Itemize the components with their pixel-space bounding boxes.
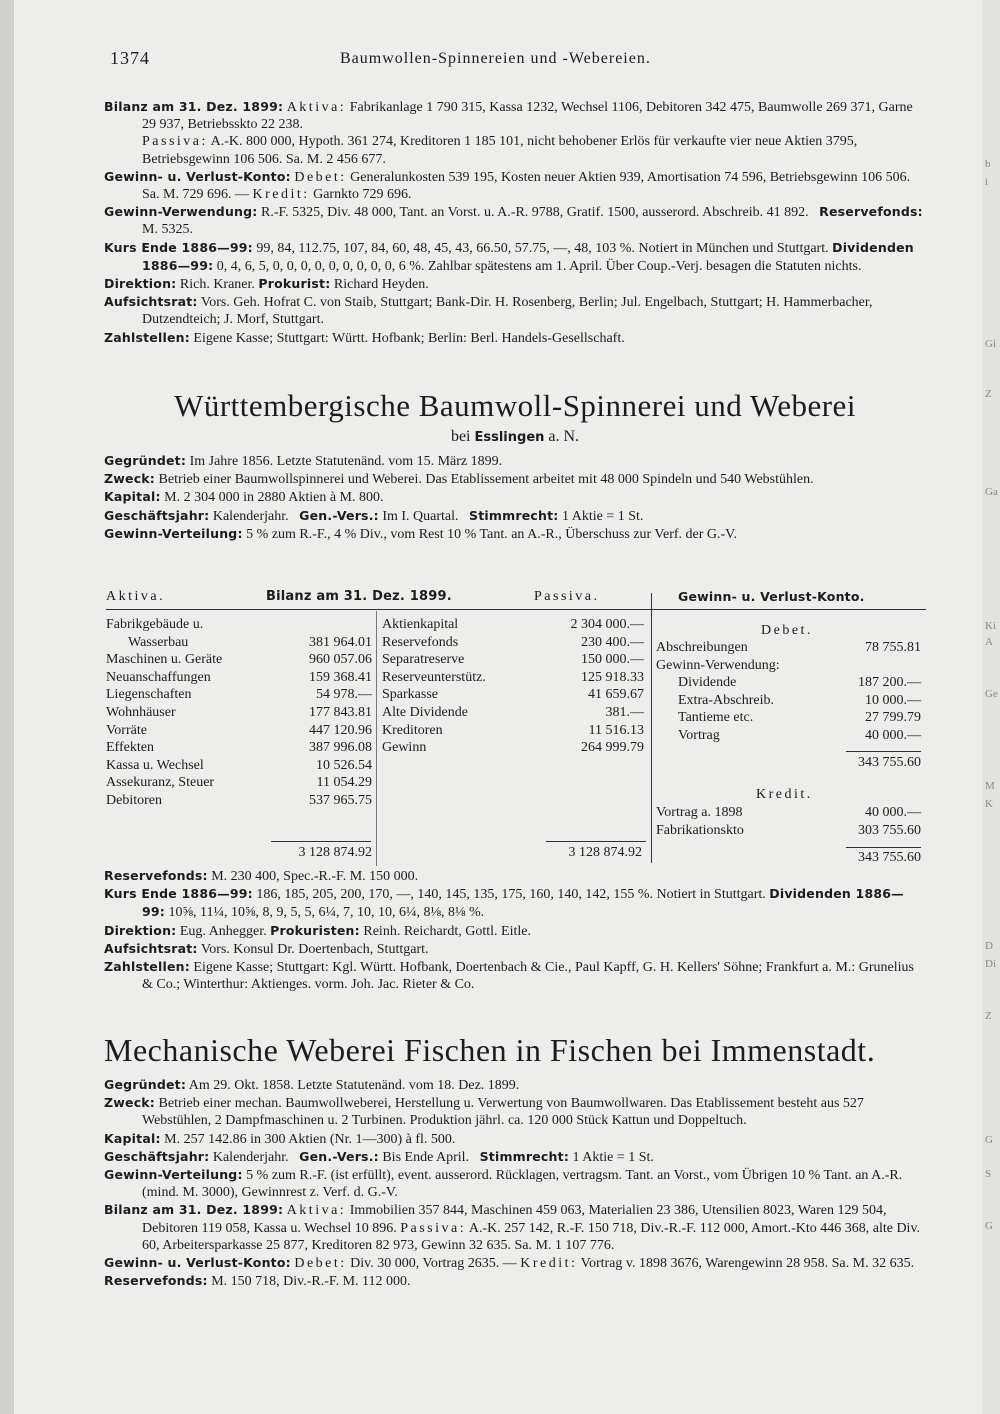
kapital-paragraph (104, 1130, 926, 1148)
kredit-text: Garnkto 729 696. (313, 187, 412, 203)
aktiva-passiva-divider (376, 611, 377, 866)
debet-row-value: 78 755.81 (865, 640, 921, 655)
aktiva-row-value: 960 057.06 (309, 652, 372, 668)
zahlstellen-label: Zahlstellen: (104, 329, 190, 345)
aufsichtsrat-text: Vors. Konsul Dr. Doertenbach, Stuttgart. (200, 941, 429, 957)
geschaeftsjahr-label: Geschäftsjahr: (104, 507, 210, 523)
zweck-text: Betrieb einer mechan. Baumwollweberei, Herstellung u. Verwertung von Baumwollwaren. Das Etablissement besteht aus 527 Webstühlen, 2 Dampfmaschinen u. 2 Turbinen. Produktion jährl. ca. 120 000 Stück Kattun und Doppeltuch. (142, 1096, 864, 1129)
subtitle-place: Esslingen (474, 430, 545, 445)
balance-title: Bilanz am 31. Dez. 1899. (266, 589, 452, 604)
aufsichtsrat-text: Vors. Geh. Hofrat C. von Staib, Stuttgart; Bank-Dir. H. Rosenberg, Berlin; Jul. Engelbach, Stuttgart; H. Hammerbacher, Dutzendteich; J. Morf, Stuttgart. (142, 295, 873, 328)
dividenden-label: Dividenden 1886—99: (142, 886, 904, 920)
direktion-label: Direktion: (104, 276, 177, 292)
aktiva-row-label: Kassa u. Wechsel (106, 757, 204, 773)
prokurist-text: Richard Heyden. (333, 277, 429, 293)
passiva-row-label: Alte Dividende (382, 705, 468, 720)
bleed-fragment: Di (985, 958, 996, 970)
kurs-label: Kurs Ende 1886—99: (104, 886, 253, 902)
direktion-label: Direktion: (104, 922, 177, 938)
passiva-row-label: Reservefonds (382, 634, 459, 650)
passiva-label: Passiva: (400, 1220, 467, 1236)
kredit-header: Kredit. (756, 787, 813, 802)
kredit-row-label: Vortrag a. 1898 (656, 805, 743, 820)
bleed-fragment: Ge (985, 688, 998, 700)
zweck-paragraph (104, 470, 926, 488)
bleed-fragment: Ki (985, 620, 996, 632)
zweck-text: Betrieb einer Baumwollspinnerei und Weberei. Das Etablissement arbeitet mit 48 000 Spindeln und 540 Webstühlen. (158, 472, 814, 488)
verteilung-text: 5 % zum R.-F., 4 % Div., vom Rest 10 % Tant. an A.-R., Überschuss zur Verf. der G.-V. (246, 526, 737, 542)
aktiva-row-label: Wohnhäuser (106, 705, 176, 720)
passiva-row-value: 264 999.79 (581, 740, 644, 756)
kapital-text: M. 2 304 000 in 2880 Aktien à M. 800. (164, 490, 384, 506)
bilanz-label: Bilanz am 31. Dez. 1899: (104, 1202, 284, 1218)
debet-text: Generalunkosten 539 195, Kosten neuer Aktien 939, Amortisation 74 596, Betriebsgewinn 106 506. Sa. M. 729 696. — (142, 169, 911, 203)
gegruendet-paragraph (104, 1076, 926, 1094)
column-divider (651, 593, 652, 863)
direktion-paragraph (104, 922, 926, 940)
debet-label: Debet: (294, 169, 347, 185)
debet-row-value: 10 000.— (865, 692, 921, 708)
passiva-row-label: Kreditoren (382, 722, 443, 738)
debet-row-label: Extra-Abschreib. (678, 692, 775, 708)
stimmrecht-label: Stimmrecht: (479, 1148, 570, 1164)
passiva-row-label: Sparkasse (382, 687, 438, 703)
aktiva-text: Immobilien 357 844, Maschinen 459 063, Materialien 23 386, Utensilien 8023, Waren 129 504, Debitoren 119 058, Kassa u. Wechsel 10 896. (142, 1203, 887, 1236)
kredit-text: Vortrag v. 1898 3676, Warengewinn 28 958. Sa. M. 32 635. (580, 1256, 915, 1272)
fischen-facts (104, 1076, 926, 1290)
bleed-fragment: G (985, 1220, 993, 1232)
subtitle-prefix: bei (450, 428, 471, 445)
aktiva-row-label: Wasserbau (128, 634, 189, 650)
bilanz-label: Bilanz am 31. Dez. 1899: (104, 99, 284, 114)
prokuristen-label: Prokuristen: (270, 922, 360, 938)
dividenden-text: 10⅝, 11¼, 10⅝, 8, 9, 5, 5, 6¼, 7, 10, 10, 6¼, 8⅛, 8⅛ %. (168, 905, 485, 921)
debet-row-value: 27 799.79 (865, 710, 921, 726)
gegruendet-label: Gegründet: (104, 1077, 187, 1092)
bleed-fragment: A (985, 636, 993, 648)
aktiva-row-label: Liegenschaften (106, 687, 192, 703)
passiva-header: Passiva. (534, 589, 600, 604)
kurs-text: 186, 185, 205, 200, 170, —, 140, 145, 135, 175, 160, 140, 142, 155 %. Notiert in Stuttgart. (256, 887, 766, 903)
zahlstellen-label: Zahlstellen: (104, 959, 190, 975)
passiva-row-label: Aktienkapital (382, 617, 459, 632)
aktiva-text: Fabrikanlage 1 790 315, Kassa 1232, Wechsel 1106, Debitoren 342 475, Baumwolle 269 371, Garne 29 937, Betriebsskto 22 238. (142, 100, 913, 133)
prokurist-label: Prokurist: (258, 276, 331, 292)
aktiva-row-label: Maschinen u. Geräte (106, 652, 223, 668)
reservefonds-text: M. 150 718, Div.-R.-F. M. 112 000. (211, 1274, 411, 1290)
debet-label: Debet: (294, 1256, 347, 1272)
verwendung-text: R.-F. 5325, Div. 48 000, Tant. an Vorst. u. A.-R. 9788, Gratif. 1500, ausserord. Abschreib. 41 892. (261, 205, 809, 221)
wuerttemberg-facts (104, 452, 926, 543)
debet-total: 343 755.60 (858, 755, 921, 770)
reservefonds-paragraph (104, 867, 926, 885)
bleed-fragment: Gi (985, 338, 996, 350)
aufsichtsrat-paragraph (104, 293, 926, 328)
kredit-sum-rule (846, 847, 921, 848)
gv-label: Gewinn- u. Verlust-Konto: (104, 168, 291, 184)
zweck-label: Zweck: (104, 471, 156, 487)
bleed-fragment: S (985, 1168, 992, 1180)
bilanz-paragraph (104, 1201, 926, 1254)
direktion-text: Rich. Kraner. (179, 277, 255, 293)
kredit-row-label: Fabrikationskto (656, 822, 744, 838)
passiva-row-value: 125 918.33 (581, 669, 644, 685)
aktiva-row-label: Neuanschaffungen (106, 669, 211, 685)
aktiva-row-value: 447 120.96 (309, 722, 372, 738)
aktiva-header: Aktiva. (106, 589, 166, 604)
gegruendet-text: Im Jahre 1856. Letzte Statutenänd. vom 15. März 1899. (189, 454, 503, 469)
aktiva-row-value: 381 964.01 (309, 634, 372, 650)
aktiva-row-value: 54 978.— (316, 687, 372, 703)
passiva-label: Passiva: (142, 134, 208, 150)
aktiva-row-value: 159 368.41 (309, 669, 372, 685)
kapital-label: Kapital: (104, 1130, 161, 1146)
debet-row-label: Gewinn-Verwendung: (656, 657, 780, 673)
kredit-label: Kredit: (252, 187, 310, 203)
debet-row-value: 40 000.— (865, 728, 921, 743)
bleed-fragment: K (985, 798, 993, 810)
subtitle-suffix: a. N. (548, 428, 580, 445)
geschaeftsjahr-paragraph (104, 507, 926, 525)
gegruendet-paragraph (104, 452, 926, 470)
kredit-row-value: 303 755.60 (858, 822, 921, 838)
debet-row-label: Abschreibungen (656, 640, 748, 655)
aktiva-row-label: Fabrikgebäude u. (106, 617, 204, 632)
page-number: 1374 (110, 48, 150, 68)
passiva-row-value: 41 659.67 (588, 687, 644, 703)
company-title-wuerttemberg: Württembergische Baumwoll-Spinnerei und Weberei (174, 388, 856, 423)
passiva-row-value: 230 400.— (581, 634, 644, 650)
company-title-fischen: Mechanische Weberei Fischen in Fischen bei Immenstadt. (104, 1032, 876, 1068)
debet-row-label: Vortrag (678, 728, 720, 743)
debet-row-value: 187 200.— (858, 675, 921, 691)
kredit-total: 343 755.60 (858, 850, 921, 865)
gewinn-verteilung-paragraph (104, 1166, 926, 1201)
reservefonds-label: Reservefonds: (104, 868, 208, 883)
aktiva-row-label: Debitoren (106, 793, 162, 808)
debet-row-label: Tantieme etc. (678, 710, 754, 726)
bleed-fragment: Ga (985, 486, 998, 498)
gegruendet-label: Gegründet: (104, 453, 187, 468)
verteilung-label: Gewinn-Verteilung: (104, 525, 243, 541)
bilanz-paragraph (104, 98, 926, 168)
aktiva-row-value: 11 054.29 (316, 775, 372, 791)
zweck-paragraph (104, 1094, 926, 1129)
stimmrecht-text: 1 Aktie = 1 St. (562, 508, 644, 524)
adjacent-page-edge (982, 0, 1000, 1414)
debet-text: Div. 30 000, Vortrag 2635. — (350, 1256, 517, 1272)
reservefonds-text: M. 230 400, Spec.-R.-F. M. 150 000. (211, 869, 419, 884)
dividenden-text: 0, 4, 6, 5, 0, 0, 0, 0, 0, 0, 0, 0, 0, 6 %. Zahlbar spätestens am 1. April. Über Coup.-Verj. besagen die Statuten nichts. (216, 258, 862, 274)
zahlstellen-text: Eigene Kasse; Stuttgart: Kgl. Württ. Hofbank, Doertenbach & Cie., Paul Kapff, G. H. Kellers' Söhne; Frankfurt a. M.: Grunelius & Co.; Winterthur: Aktienges. vorm. Joh. Jac. Rieter & Co. (142, 960, 914, 993)
gv-label: Gewinn- u. Verlust-Konto: (104, 1255, 291, 1271)
debet-row-label: Dividende (678, 675, 737, 691)
kurs-paragraph (104, 239, 926, 275)
bleed-fragment: b (985, 158, 991, 170)
geschaeftsjahr-label: Geschäftsjahr: (104, 1148, 210, 1164)
gv-konto-header: Gewinn- u. Verlust-Konto. (678, 589, 865, 604)
reservefonds-label: Reservefonds: (819, 204, 923, 220)
page-gutter-shadow (0, 0, 14, 1414)
geschaeftsjahr-paragraph (104, 1148, 926, 1166)
aktiva-row-value: 10 526.54 (316, 757, 372, 773)
zahlstellen-paragraph (104, 958, 926, 993)
gewinn-verteilung-paragraph (104, 525, 926, 543)
prokuristen-text: Reinh. Reichardt, Gottl. Eitle. (363, 923, 531, 939)
aktiva-label: Aktiva: (286, 1203, 347, 1219)
bleed-fragment: Z (985, 1010, 992, 1022)
zahlstellen-text: Eigene Kasse; Stuttgart: Württ. Hofbank; Berlin: Berl. Handels-Gesellschaft. (193, 330, 625, 346)
zweck-label: Zweck: (104, 1095, 156, 1111)
geschaeftsjahr-text: Kalenderjahr. (212, 1149, 289, 1165)
direktion-text: Eug. Anhegger. (179, 923, 267, 939)
aktiva-row-value: 537 965.75 (309, 793, 372, 808)
passiva-row-label: Reserveunterstütz. (382, 669, 486, 685)
kapital-text: M. 257 142.86 in 300 Aktien (Nr. 1—300) à fl. 500. (164, 1131, 456, 1147)
debet-header: Debet. (761, 623, 813, 638)
verteilung-text: 5 % zum R.-F. (ist erfüllt), event. ausserord. Rücklagen, vertragsm. Tant. an Vorst., vom Übrigen 10 % Tant. an A.-R. (mind. M. 3000), Gewinnrest z. Verf. d. G.-V. (142, 1168, 903, 1201)
page-header (110, 48, 920, 72)
passiva-text: A.-K. 257 142, R.-F. 150 718, Div.-R.-F. 112 000, Amort.-Kto 446 368, alte Div. 60, Arbeitersparkasse 25 877, Kreditoren 82 973, Gewinn 32 635. Sa. M. 1 107 776. (142, 1220, 921, 1253)
genvers-label: Gen.-Vers.: (299, 507, 379, 523)
kredit-row-value: 40 000.— (865, 805, 921, 820)
passiva-row-value: 150 000.— (581, 652, 644, 668)
gewinn-verwendung-paragraph (104, 203, 926, 238)
passiva-sum-rule (546, 841, 646, 842)
bleed-fragment: G (985, 1134, 993, 1146)
geschaeftsjahr-text: Kalenderjahr. (212, 508, 289, 524)
passiva-row-label: Separatreserve (382, 652, 465, 668)
aktiva-total: 3 128 874.92 (298, 845, 372, 860)
stimmrecht-text: 1 Aktie = 1 St. (572, 1149, 654, 1165)
aktiva-sum-rule (271, 841, 371, 842)
passiva-row-value: 11 516.13 (588, 722, 644, 738)
passiva-row-value: 2 304 000.— (570, 617, 644, 632)
passiva-text: A.-K. 800 000, Hypoth. 361 274, Kreditoren 1 185 101, nicht behobener Erlös für verkaufte vier neue Aktien 3795, Betriebsgewinn 106 506. Sa. M. 2 456 677. (142, 134, 858, 167)
passiva-row-value: 381.— (605, 705, 644, 720)
aufsichtsrat-label: Aufsichtsrat: (104, 294, 198, 310)
kurs-paragraph (104, 885, 926, 921)
kurs-label: Kurs Ende 1886—99: (104, 239, 253, 255)
kapital-paragraph (104, 488, 926, 506)
kapital-label: Kapital: (104, 489, 161, 505)
direktion-paragraph (104, 275, 926, 293)
genvers-text: Im I. Quartal. (382, 508, 459, 524)
aktiva-row-label: Vorräte (106, 722, 147, 738)
header-rule (106, 609, 926, 610)
company-subtitle-wuerttemberg (104, 428, 926, 446)
running-title: Baumwollen-Spinnereien und -Webereien. (340, 50, 651, 67)
stimmrecht-label: Stimmrecht: (469, 507, 559, 523)
bleed-fragment: M (985, 780, 995, 792)
gewinn-verlust-paragraph (104, 168, 926, 203)
gewinn-verlust-paragraph (104, 1254, 926, 1272)
passiva-row-label: Gewinn (382, 740, 427, 756)
reservefonds-text: M. 5325. (142, 222, 193, 238)
bleed-fragment: D (985, 940, 993, 952)
debet-sum-rule (846, 751, 921, 752)
verwendung-label: Gewinn-Verwendung: (104, 204, 258, 220)
aufsichtsrat-label: Aufsichtsrat: (104, 940, 198, 956)
passiva-total: 3 128 874.92 (568, 845, 642, 860)
dividenden-label: Dividenden 1886—99: (142, 239, 914, 273)
continued-company-entry (104, 98, 926, 347)
wuerttemberg-facts-2 (104, 867, 926, 993)
genvers-label: Gen.-Vers.: (299, 1148, 379, 1164)
balance-sheet (106, 589, 926, 869)
reservefonds-label: Reservefonds: (104, 1273, 208, 1289)
aufsichtsrat-paragraph (104, 940, 926, 958)
aktiva-row-value: 177 843.81 (309, 705, 372, 720)
bleed-fragment: Z (985, 388, 992, 400)
genvers-text: Bis Ende April. (382, 1149, 470, 1165)
verteilung-label: Gewinn-Verteilung: (104, 1167, 243, 1183)
aktiva-label: Aktiva: (286, 100, 347, 115)
reservefonds-paragraph (104, 1272, 926, 1290)
aktiva-row-label: Effekten (106, 740, 154, 756)
zahlstellen-paragraph (104, 329, 926, 347)
kurs-text: 99, 84, 112.75, 107, 84, 60, 48, 45, 43, 66.50, 57.75, —, 48, 103 %. Notiert in München und Stuttgart. (256, 240, 829, 256)
aktiva-row-label: Assekuranz, Steuer (106, 775, 215, 791)
aktiva-row-value: 387 996.08 (309, 740, 372, 756)
gegruendet-text: Am 29. Okt. 1858. Letzte Statutenänd. vom 18. Dez. 1899. (188, 1078, 520, 1093)
bleed-fragment: i (985, 176, 989, 188)
kredit-label: Kredit: (520, 1256, 578, 1272)
